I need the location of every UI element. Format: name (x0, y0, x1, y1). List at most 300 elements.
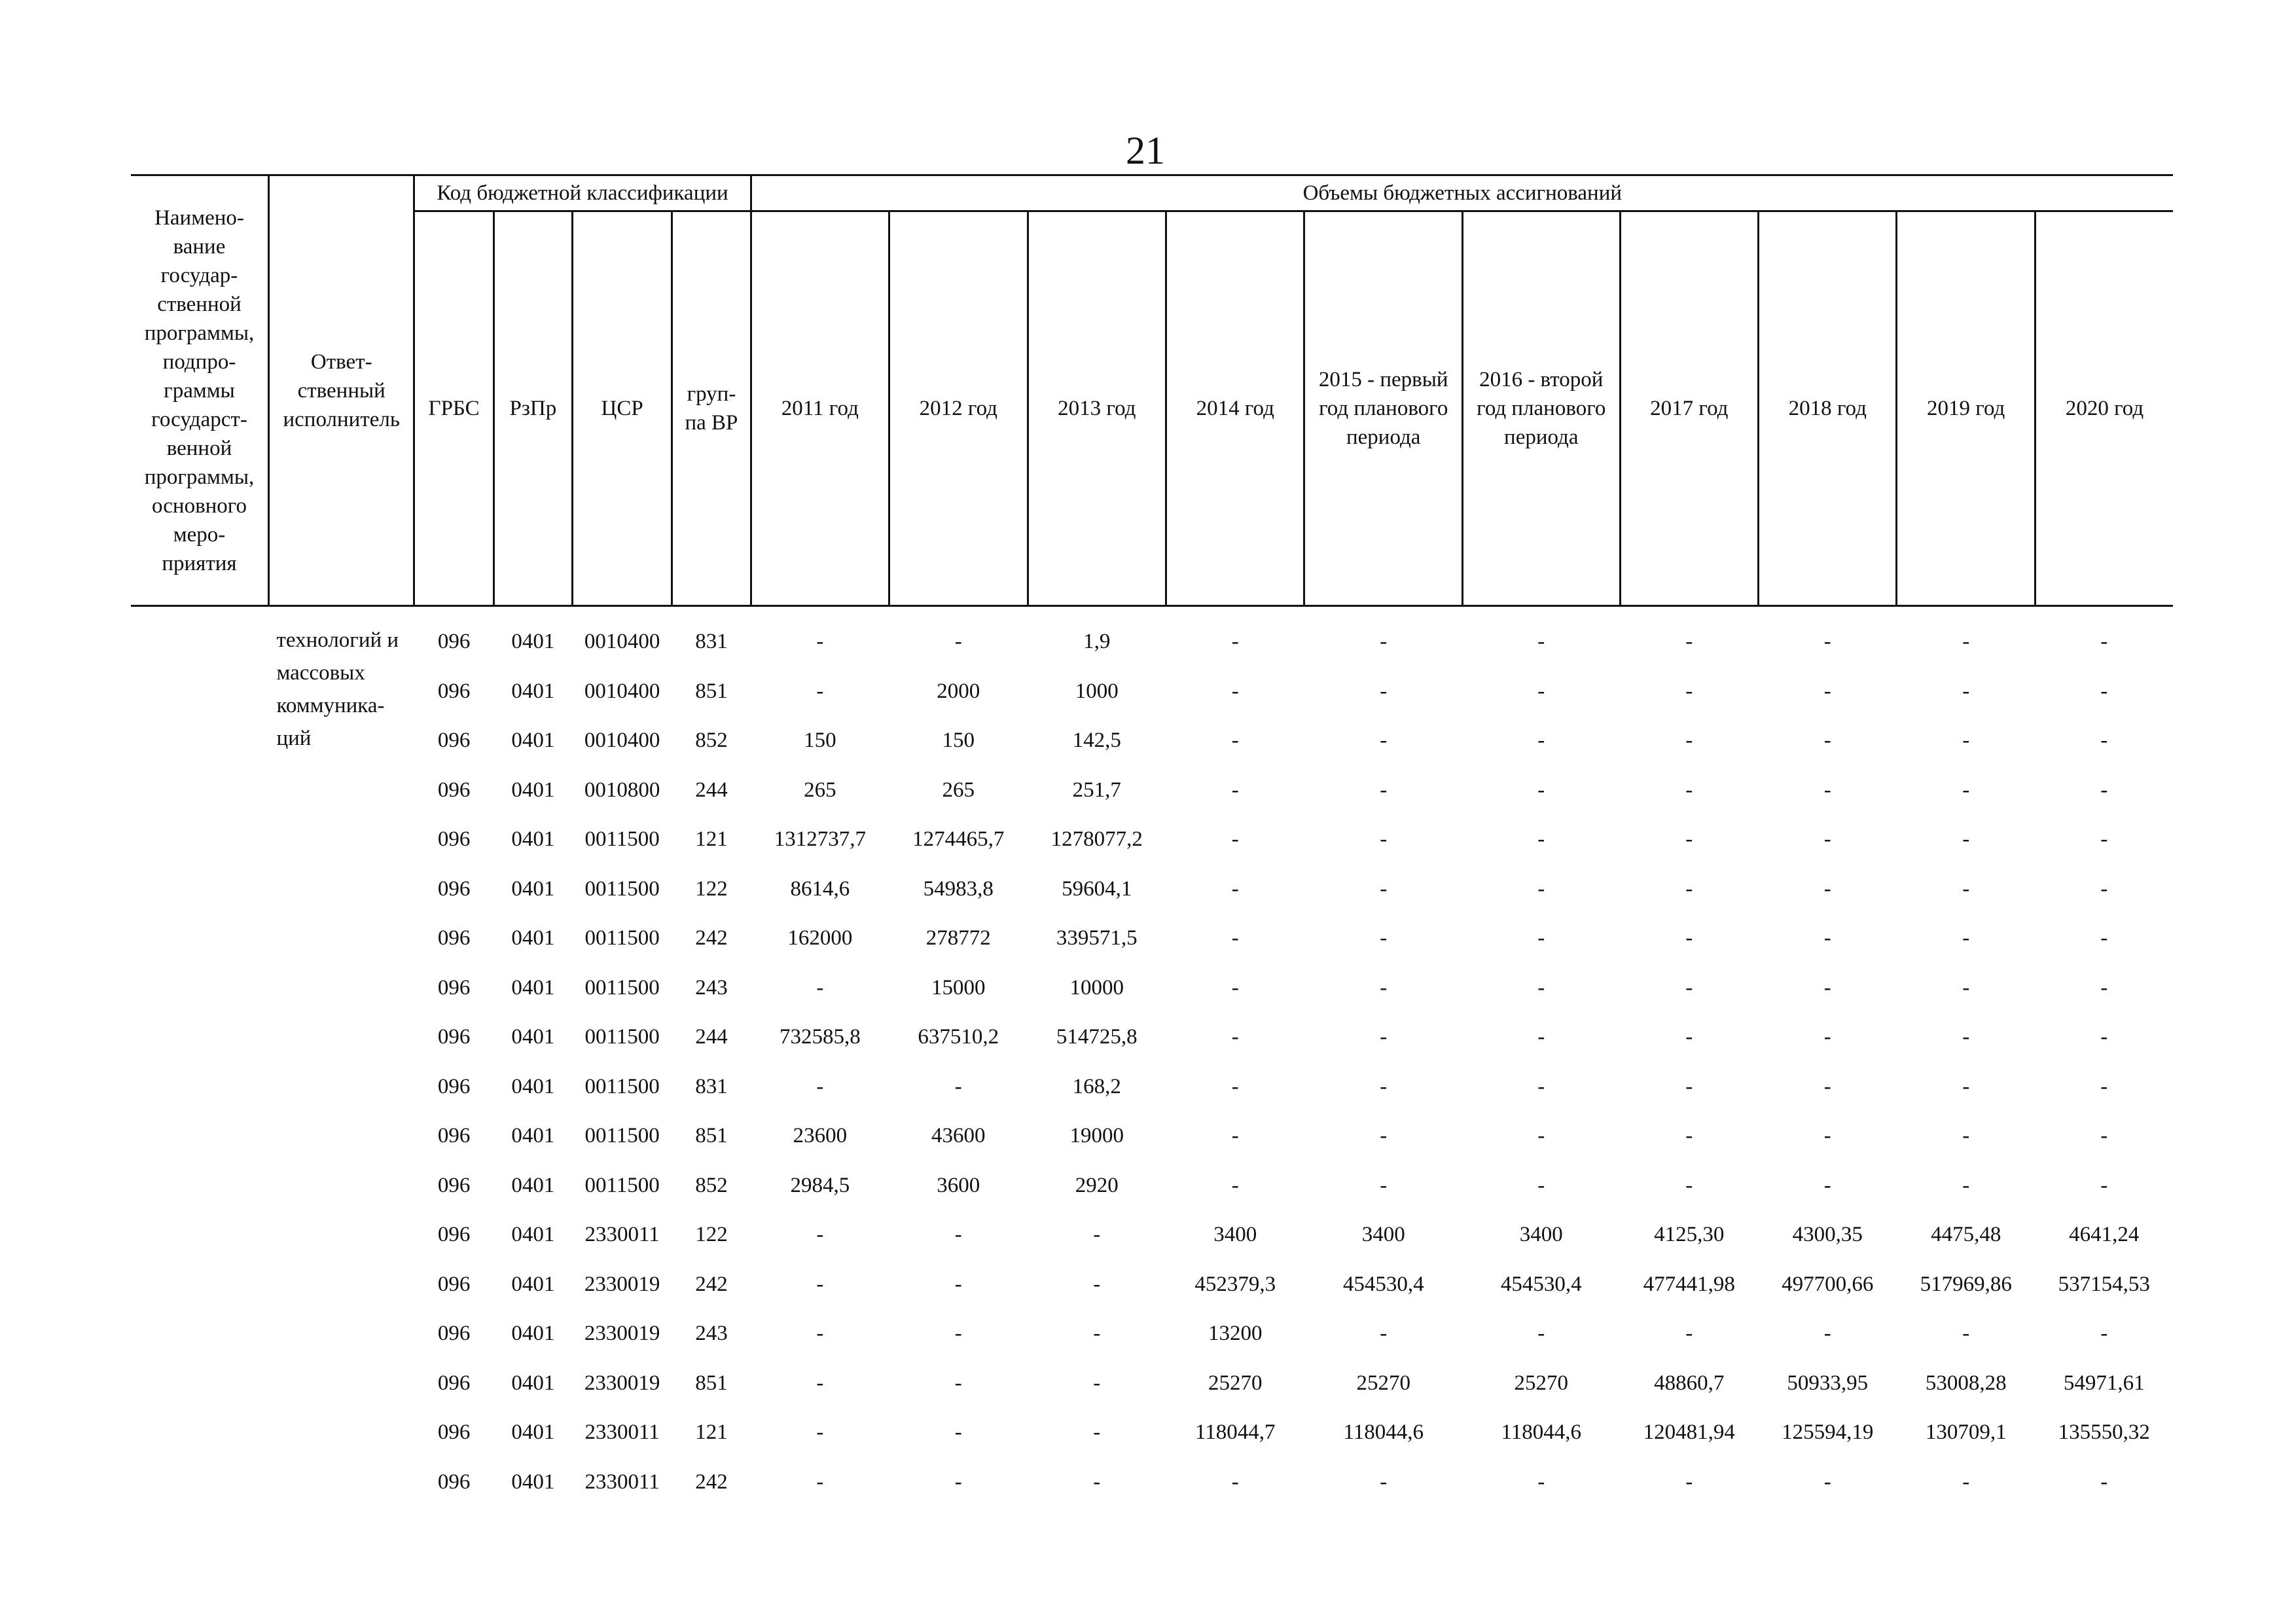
allocation-value-cell: 25270 (1208, 1371, 1263, 1395)
allocation-value-cell: - (1823, 926, 1831, 950)
allocation-value-cell: 2920 (1075, 1173, 1119, 1197)
allocation-value-cell: - (2100, 679, 2108, 703)
grbs-cell: 096 (437, 975, 471, 1000)
allocation-value-cell: 452379,3 (1194, 1272, 1276, 1296)
year-header-line: 2017 год (1650, 397, 1729, 420)
vr-cell: 244 (695, 778, 728, 802)
allocation-value-cell: - (1537, 1025, 1545, 1049)
allocation-value-cell: 50933,95 (1787, 1371, 1869, 1395)
allocation-value-cell: - (1685, 1470, 1693, 1494)
allocation-value-cell: - (1962, 827, 1970, 852)
table-row (131, 1161, 2173, 1211)
rzpr-cell: 0401 (511, 1470, 555, 1494)
csr-cell: 0011500 (584, 827, 660, 852)
rzpr-cell: 0401 (511, 1322, 555, 1346)
allocation-value-cell: - (816, 1272, 824, 1296)
grbs-cell: 096 (437, 778, 471, 802)
allocation-value-cell: - (1537, 975, 1545, 1000)
executor-line: технологий и (276, 628, 399, 652)
year-header-line: 2020 год (2065, 397, 2144, 420)
allocation-value-cell: - (1537, 1124, 1545, 1148)
grbs-cell: 096 (437, 1074, 471, 1098)
allocation-value-cell: - (1537, 1322, 1545, 1346)
rzpr-cell: 0401 (511, 1371, 555, 1395)
executor-header-line: ственный (297, 378, 386, 403)
allocation-value-cell: - (1231, 729, 1239, 753)
allocation-value-cell: 265 (942, 778, 975, 802)
allocation-value-cell: - (1537, 926, 1545, 950)
allocation-value-cell: - (954, 1371, 962, 1395)
allocation-value-cell: 265 (804, 778, 836, 802)
allocation-value-cell: - (1823, 1074, 1831, 1098)
allocation-value-cell: 537154,53 (2058, 1272, 2150, 1296)
table-row (131, 716, 2173, 766)
executor-header-line: исполнитель (283, 407, 400, 431)
allocation-value-cell: 732585,8 (779, 1025, 861, 1049)
allocation-value-cell: 142,5 (1072, 729, 1121, 753)
vr-group-header (672, 211, 751, 606)
vr-header-line: па ВР (685, 411, 738, 435)
allocation-value-cell: - (1093, 1371, 1101, 1395)
csr-cell: 2330011 (584, 1470, 660, 1494)
grbs-cell: 096 (437, 1322, 471, 1346)
grbs-cell: 096 (437, 1025, 471, 1049)
rzpr-header: РзПр (493, 211, 572, 606)
allocation-value-cell: - (1962, 1470, 1970, 1494)
allocation-value-cell: - (1962, 926, 1970, 950)
allocation-value-cell: 2984,5 (790, 1173, 850, 1197)
allocation-value-cell: 53008,28 (1925, 1371, 2007, 1395)
program-name-cell (131, 1013, 268, 1062)
program-name-cell (131, 865, 268, 914)
program-name-cell (131, 1408, 268, 1458)
program-name-cell (131, 1359, 268, 1409)
allocation-value-cell: - (1093, 1223, 1101, 1247)
allocation-value-cell: 135550,32 (2058, 1420, 2150, 1445)
allocation-value-cell: - (1380, 630, 1388, 654)
allocation-value-cell: 23600 (793, 1124, 848, 1148)
allocation-value-cell: - (1380, 778, 1388, 802)
allocation-value-cell: 3400 (1361, 1223, 1405, 1247)
rzpr-cell: 0401 (511, 926, 555, 950)
program-name-header (131, 175, 268, 606)
executor-line: массовых (276, 661, 365, 685)
csr-cell: 2330011 (584, 1420, 660, 1445)
allocation-value-cell: - (1537, 630, 1545, 654)
table-row (131, 1359, 2173, 1409)
allocation-value-cell: - (1380, 1173, 1388, 1197)
allocation-value-cell: - (1537, 827, 1545, 852)
budget-allocations-table (131, 174, 2173, 1507)
allocation-value-cell: - (1962, 778, 1970, 802)
year-header-line: 2012 год (919, 397, 997, 420)
year-header-line: 2013 год (1058, 397, 1136, 420)
allocation-value-cell: - (1380, 975, 1388, 1000)
allocation-value-cell: 251,7 (1072, 778, 1121, 802)
allocation-value-cell: - (2100, 1025, 2108, 1049)
allocation-value-cell: 454530,4 (1342, 1272, 1424, 1296)
allocation-value-cell: 1278077,2 (1050, 827, 1143, 852)
allocation-value-cell: 130709,1 (1925, 1420, 2007, 1445)
csr-cell: 0011500 (584, 1025, 660, 1049)
executor-cell (268, 617, 414, 1507)
program-name-header-line: вание (173, 234, 226, 259)
budget-code-group-header: Код бюджетной классификации (414, 175, 751, 211)
allocation-value-cell: 118044,7 (1194, 1420, 1276, 1445)
grbs-cell: 096 (437, 1173, 471, 1197)
vr-cell: 242 (695, 1470, 728, 1494)
allocation-value-cell: - (1685, 679, 1693, 703)
allocation-value-cell: 3600 (937, 1173, 980, 1197)
allocation-value-cell: - (1685, 1124, 1693, 1148)
allocation-value-cell: - (1685, 1173, 1693, 1197)
program-name-cell (131, 766, 268, 816)
grbs-cell: 096 (437, 630, 471, 654)
allocation-value-cell: - (954, 630, 962, 654)
csr-cell: 0011500 (584, 1124, 660, 1148)
allocation-value-cell: - (1685, 729, 1693, 753)
program-name-header-line: программы, (144, 465, 255, 489)
allocation-value-cell: - (1380, 1124, 1388, 1148)
allocation-value-cell: - (1823, 975, 1831, 1000)
allocation-value-cell: - (954, 1470, 962, 1494)
allocation-value-cell: - (1823, 876, 1831, 901)
allocation-value-cell: - (954, 1272, 962, 1296)
allocation-value-cell: 15000 (931, 975, 986, 1000)
allocation-value-cell: - (1962, 1322, 1970, 1346)
program-name-header-line: приятия (162, 551, 237, 575)
allocation-value-cell: - (1093, 1470, 1101, 1494)
allocation-value-cell: 497700,66 (1782, 1272, 1874, 1296)
allocation-value-cell: 59604,1 (1062, 876, 1132, 901)
program-name-header-line: Наимено- (154, 206, 244, 230)
vr-cell: 122 (695, 1223, 728, 1247)
program-name-cell (131, 667, 268, 717)
csr-cell: 0010400 (584, 679, 660, 703)
year-header (751, 211, 889, 606)
csr-cell: 0010400 (584, 630, 660, 654)
year-header (1759, 211, 1897, 606)
rzpr-cell: 0401 (511, 778, 555, 802)
allocation-value-cell: 150 (804, 729, 836, 753)
table-row (131, 914, 2173, 964)
table-row (131, 617, 2173, 667)
allocation-value-cell: - (1093, 1322, 1101, 1346)
rzpr-cell: 0401 (511, 1420, 555, 1445)
grbs-cell: 096 (437, 1124, 471, 1148)
program-name-header-line: государст- (151, 407, 247, 431)
allocation-value-cell: - (1685, 1074, 1693, 1098)
allocation-value-cell: - (1962, 1124, 1970, 1148)
executor-header (268, 175, 414, 606)
allocation-value-cell: - (954, 1223, 962, 1247)
allocation-value-cell: - (816, 1470, 824, 1494)
allocation-value-cell: 477441,98 (1643, 1272, 1735, 1296)
program-name-header-line: меро- (173, 522, 226, 547)
vr-cell: 242 (695, 1272, 728, 1296)
program-name-cell (131, 716, 268, 766)
program-name-header-line: граммы (164, 378, 235, 403)
allocation-value-cell: - (1231, 1470, 1239, 1494)
allocation-value-cell: - (1685, 975, 1693, 1000)
allocation-value-cell: - (1537, 729, 1545, 753)
allocation-value-cell: - (1231, 1124, 1239, 1148)
program-name-cell (131, 1458, 268, 1507)
allocation-value-cell: - (1380, 876, 1388, 901)
allocation-value-cell: - (1962, 729, 1970, 753)
allocation-value-cell: 4125,30 (1654, 1223, 1725, 1247)
allocation-value-cell: - (1823, 630, 1831, 654)
rzpr-cell: 0401 (511, 1074, 555, 1098)
allocation-value-cell: - (1685, 926, 1693, 950)
executor-line: ций (276, 727, 312, 750)
allocation-value-cell: - (1823, 1025, 1831, 1049)
allocation-value-cell: - (816, 1371, 824, 1395)
allocation-value-cell: - (1380, 827, 1388, 852)
rzpr-cell: 0401 (511, 827, 555, 852)
allocation-value-cell: 454530,4 (1500, 1272, 1582, 1296)
allocation-value-cell: - (1962, 876, 1970, 901)
program-name-header-line: венной (166, 436, 232, 460)
table-row (131, 1458, 2173, 1507)
allocation-value-cell: - (816, 1420, 824, 1445)
csr-cell: 2330011 (584, 1223, 660, 1247)
vr-cell: 831 (695, 1074, 728, 1098)
allocation-value-cell: - (1380, 679, 1388, 703)
allocation-value-cell: - (1685, 827, 1693, 852)
year-header-line: периода (1346, 425, 1421, 449)
csr-header: ЦСР (572, 211, 672, 606)
allocation-value-cell: - (2100, 778, 2108, 802)
year-header (1028, 211, 1166, 606)
vr-header-line: груп- (687, 382, 736, 406)
allocation-value-cell: 19000 (1069, 1124, 1124, 1148)
rzpr-cell: 0401 (511, 1124, 555, 1148)
allocation-value-cell: - (1380, 729, 1388, 753)
allocation-value-cell: - (1380, 1322, 1388, 1346)
allocation-value-cell: - (2100, 1322, 2108, 1346)
allocation-value-cell: - (1537, 1074, 1545, 1098)
rzpr-cell: 0401 (511, 876, 555, 901)
allocation-value-cell: 10000 (1069, 975, 1124, 1000)
allocation-value-cell: - (1823, 1470, 1831, 1494)
allocation-value-cell: - (1537, 1470, 1545, 1494)
program-name-header-line: программы, (144, 321, 255, 345)
program-name-header-line: основного (151, 494, 247, 518)
allocation-value-cell: - (1537, 679, 1545, 703)
allocation-value-cell: - (2100, 876, 2108, 901)
allocation-value-cell: 118044,6 (1343, 1420, 1424, 1445)
csr-cell: 2330019 (584, 1322, 660, 1346)
allocation-value-cell: - (1685, 876, 1693, 901)
vr-cell: 851 (695, 1124, 728, 1148)
allocation-value-cell: - (1537, 778, 1545, 802)
executor-line: коммуника- (276, 694, 385, 717)
program-name-cell (131, 914, 268, 964)
csr-cell: 0010800 (584, 778, 660, 802)
rzpr-cell: 0401 (511, 1173, 555, 1197)
year-header (1463, 211, 1621, 606)
grbs-cell: 096 (437, 1420, 471, 1445)
allocation-value-cell: 1274465,7 (912, 827, 1005, 852)
year-header-line: 2011 год (781, 397, 859, 420)
program-name-header-line: ственной (157, 292, 242, 316)
year-header-line: 2015 - первый (1318, 368, 1448, 391)
allocation-value-cell: - (2100, 827, 2108, 852)
program-name-cell (131, 1210, 268, 1260)
allocation-value-cell: 13200 (1208, 1322, 1263, 1346)
allocation-value-cell: 4300,35 (1792, 1223, 1863, 1247)
year-header (889, 211, 1028, 606)
allocations-group-header: Объемы бюджетных ассигнований (751, 175, 2173, 211)
allocation-value-cell: - (2100, 975, 2108, 1000)
allocation-value-cell: - (2100, 1470, 2108, 1494)
grbs-cell: 096 (437, 926, 471, 950)
year-header-line: 2014 год (1196, 397, 1274, 420)
table-row (131, 766, 2173, 816)
allocation-value-cell: 1000 (1075, 679, 1119, 703)
rzpr-cell: 0401 (511, 1223, 555, 1247)
allocation-value-cell: 48860,7 (1654, 1371, 1725, 1395)
grbs-cell: 096 (437, 827, 471, 852)
allocation-value-cell: 1312737,7 (774, 827, 866, 852)
allocation-value-cell: - (2100, 630, 2108, 654)
rzpr-cell: 0401 (511, 1025, 555, 1049)
allocation-value-cell: - (1231, 679, 1239, 703)
allocation-value-cell: 637510,2 (918, 1025, 999, 1049)
allocation-value-cell: - (1380, 1025, 1388, 1049)
csr-cell: 0010400 (584, 729, 660, 753)
allocation-value-cell: - (1962, 975, 1970, 1000)
allocation-value-cell: - (1823, 1322, 1831, 1346)
year-header (1897, 211, 2035, 606)
allocation-value-cell: - (1231, 778, 1239, 802)
allocation-value-cell: - (1962, 1025, 1970, 1049)
allocation-value-cell: - (1823, 679, 1831, 703)
year-header (1304, 211, 1463, 606)
page-number: 21 (1126, 129, 1165, 172)
allocation-value-cell: - (816, 1322, 824, 1346)
allocation-value-cell: 339571,5 (1056, 926, 1138, 950)
vr-cell: 852 (695, 729, 728, 753)
grbs-cell: 096 (437, 1371, 471, 1395)
allocation-value-cell: - (1231, 1074, 1239, 1098)
year-header-line: год планового (1477, 397, 1606, 420)
program-name-cell (131, 815, 268, 865)
allocation-value-cell: - (1823, 1173, 1831, 1197)
executor-header-line: Ответ- (310, 350, 372, 374)
allocation-value-cell: 4641,24 (2069, 1223, 2140, 1247)
allocation-value-cell: 517969,86 (1920, 1272, 2012, 1296)
allocation-value-cell: - (954, 1420, 962, 1445)
program-name-header-line: подпро- (162, 350, 236, 374)
allocation-value-cell: 1,9 (1083, 630, 1111, 654)
program-name-cell (131, 1062, 268, 1112)
allocation-value-cell: 3400 (1213, 1223, 1257, 1247)
grbs-cell: 096 (437, 729, 471, 753)
year-header-line: 2016 - второй (1479, 368, 1604, 391)
allocation-value-cell: - (816, 630, 824, 654)
vr-cell: 852 (695, 1173, 728, 1197)
allocation-value-cell: - (1537, 1173, 1545, 1197)
table-row (131, 815, 2173, 865)
allocation-value-cell: 2000 (937, 679, 980, 703)
allocation-value-cell: 25270 (1514, 1371, 1569, 1395)
allocation-value-cell: - (1380, 926, 1388, 950)
program-name-cell (131, 1260, 268, 1310)
table-row (131, 1013, 2173, 1062)
table-row (131, 1260, 2173, 1310)
csr-cell: 0011500 (584, 1173, 660, 1197)
table-row (131, 1111, 2173, 1161)
allocation-value-cell: - (1685, 1025, 1693, 1049)
allocation-value-cell: - (1093, 1420, 1101, 1445)
table-row (131, 667, 2173, 717)
vr-cell: 121 (695, 1420, 728, 1445)
grbs-header: ГРБС (414, 211, 493, 606)
csr-cell: 2330019 (584, 1272, 660, 1296)
allocation-value-cell: - (1380, 1074, 1388, 1098)
vr-cell: 121 (695, 827, 728, 852)
vr-cell: 243 (695, 975, 728, 1000)
allocation-value-cell: - (954, 1322, 962, 1346)
program-name-cell (131, 617, 268, 667)
allocation-value-cell: - (1537, 876, 1545, 901)
vr-cell: 243 (695, 1322, 728, 1346)
program-name-cell (131, 1161, 268, 1211)
allocation-value-cell: - (816, 1223, 824, 1247)
program-name-cell (131, 964, 268, 1013)
table-row (131, 964, 2173, 1013)
allocation-value-cell: - (1231, 876, 1239, 901)
allocation-value-cell: - (2100, 729, 2108, 753)
allocation-value-cell: - (2100, 1124, 2108, 1148)
allocation-value-cell: - (2100, 1173, 2108, 1197)
allocation-value-cell: 120481,94 (1643, 1420, 1735, 1445)
allocation-value-cell: 8614,6 (790, 876, 850, 901)
year-header (2035, 211, 2173, 606)
table-row (131, 1309, 2173, 1359)
allocation-value-cell: 168,2 (1072, 1074, 1121, 1098)
allocation-value-cell: - (1231, 1025, 1239, 1049)
grbs-cell: 096 (437, 1470, 471, 1494)
csr-cell: 2330019 (584, 1371, 660, 1395)
year-header (1620, 211, 1758, 606)
allocation-value-cell: - (816, 975, 824, 1000)
allocation-value-cell: 118044,6 (1501, 1420, 1582, 1445)
rzpr-cell: 0401 (511, 975, 555, 1000)
allocation-value-cell: - (1962, 630, 1970, 654)
allocation-value-cell: - (816, 1074, 824, 1098)
vr-cell: 242 (695, 926, 728, 950)
allocation-value-cell: 150 (942, 729, 975, 753)
year-header-line: периода (1504, 425, 1579, 449)
allocation-value-cell: 4475,48 (1931, 1223, 2001, 1247)
allocation-value-cell: - (1231, 827, 1239, 852)
allocation-value-cell: 54971,61 (2063, 1371, 2145, 1395)
vr-cell: 244 (695, 1025, 728, 1049)
csr-cell: 0011500 (584, 975, 660, 1000)
allocation-value-cell: - (1823, 778, 1831, 802)
allocation-value-cell: - (1685, 1322, 1693, 1346)
rzpr-cell: 0401 (511, 729, 555, 753)
table-row (131, 1210, 2173, 1260)
allocation-value-cell: - (1962, 679, 1970, 703)
allocation-value-cell: - (816, 679, 824, 703)
allocation-value-cell: 514725,8 (1056, 1025, 1138, 1049)
grbs-cell: 096 (437, 1272, 471, 1296)
year-header-line: год планового (1319, 397, 1448, 420)
